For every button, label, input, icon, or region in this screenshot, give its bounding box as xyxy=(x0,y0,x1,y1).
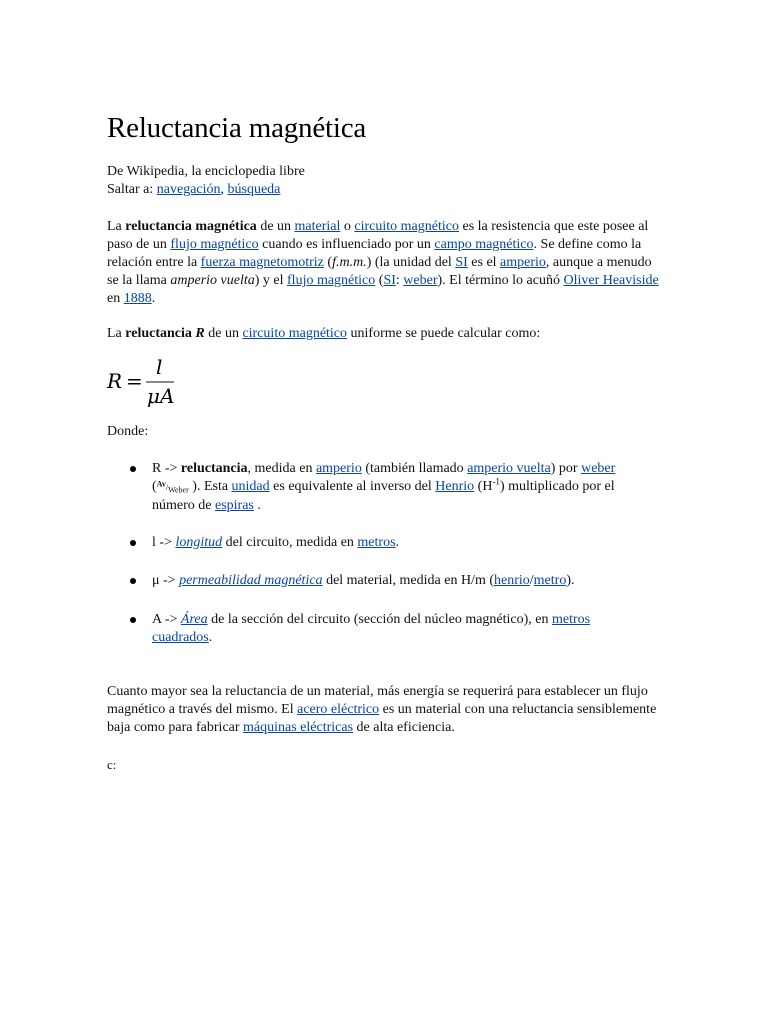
item-text: de la sección del circuito (sección del núcleo magnético), en xyxy=(207,612,553,627)
item-text: ). xyxy=(566,573,575,588)
link-campo-magnetico[interactable]: campo magnético xyxy=(434,237,534,252)
item-text: , medida en xyxy=(247,461,316,476)
formula-numerator: l xyxy=(156,355,163,379)
subtitle-text: De Wikipedia, la enciclopedia libre xyxy=(107,164,305,179)
link-busqueda[interactable]: búsqueda xyxy=(227,182,281,197)
link-navegacion[interactable]: navegación xyxy=(156,182,221,197)
item-text: (también llamado xyxy=(361,461,468,476)
bullet-dot xyxy=(130,466,136,472)
link-amperio[interactable]: amperio xyxy=(500,255,546,270)
link-amperio-2[interactable]: amperio xyxy=(315,461,362,476)
link-henrio[interactable]: Henrio xyxy=(435,479,475,494)
intro-text: ( xyxy=(323,255,333,270)
item-text: l -> xyxy=(152,535,176,550)
calc-text: uniforme se puede calcular como: xyxy=(347,326,541,341)
intro-text: ( xyxy=(375,273,384,288)
link-circuito-magnetico[interactable]: circuito magnético xyxy=(354,219,459,234)
link-maquinas-electricas[interactable]: máquinas eléctricas xyxy=(243,720,354,735)
intro-paragraph xyxy=(107,218,659,308)
link-henrio-2[interactable]: henrio xyxy=(494,573,530,588)
intro-bold-term: reluctancia magnética xyxy=(125,219,257,234)
link-unidad[interactable]: unidad xyxy=(231,479,270,494)
calc-bold-italic-r: R xyxy=(195,326,205,341)
superscript-minus-one: -1 xyxy=(492,476,500,487)
jump-prefix: Saltar a: xyxy=(107,182,157,197)
item-text: (H xyxy=(474,479,493,494)
fraction-denominator: Weber xyxy=(168,485,189,495)
calc-text: de un xyxy=(204,326,243,341)
link-metros[interactable]: metros xyxy=(357,535,396,550)
intro-text: ) (la unidad del xyxy=(366,255,456,270)
intro-italic-amperio-vuelta: amperio vuelta xyxy=(170,273,255,288)
intro-text: . Se define como la relación entre la xyxy=(107,237,642,270)
item-text: del material, medida en H/m ( xyxy=(322,573,495,588)
intro-text: es el xyxy=(467,255,501,270)
item-text: A -> xyxy=(152,612,181,627)
intro-text: de un xyxy=(256,219,295,234)
item-text: / xyxy=(529,573,534,588)
bullet-dot xyxy=(130,578,136,584)
closing-text: Cuanto mayor sea la reluctancia de un material, más energía se requerirá para establecer un flujo magnético a través del mismo. El xyxy=(107,684,648,717)
article-subtitle xyxy=(107,163,667,199)
list-item-reluctancia xyxy=(152,460,652,515)
link-weber[interactable]: weber xyxy=(403,273,438,288)
closing-text: de alta eficiencia. xyxy=(353,720,455,735)
closing-paragraph xyxy=(107,683,659,737)
link-flujo-magnetico-2[interactable]: flujo magnético xyxy=(287,273,376,288)
list-item-longitud xyxy=(152,534,652,552)
item-text: es equivalente al inverso del xyxy=(269,479,436,494)
fraction-av-weber xyxy=(156,479,189,495)
bullet-dot xyxy=(130,617,136,623)
link-flujo-magnetico[interactable]: flujo magnético xyxy=(170,237,259,252)
item-text: . xyxy=(253,498,261,513)
link-area[interactable]: Área xyxy=(180,612,208,627)
list-item-permeabilidad xyxy=(152,572,652,590)
link-metros-cuadrados[interactable]: metros cuadrados xyxy=(152,612,591,645)
link-amperio-vuelta[interactable]: amperio vuelta xyxy=(467,461,551,476)
item-text: ) por xyxy=(550,461,582,476)
item-text: . xyxy=(395,535,400,550)
calc-paragraph xyxy=(107,325,667,343)
list-item-area xyxy=(152,611,637,647)
formula-lhs: R xyxy=(107,369,123,393)
intro-text: : xyxy=(395,273,404,288)
link-metro[interactable]: metro xyxy=(533,573,567,588)
item-text: ). Esta xyxy=(188,479,232,494)
footer-text: c: xyxy=(107,757,117,772)
item-text: ) multiplicado por el número de xyxy=(152,479,615,513)
item-text: R -> xyxy=(152,461,181,476)
bullet-dot xyxy=(130,540,136,546)
link-circuito-magnetico-2[interactable]: circuito magnético xyxy=(242,326,348,341)
calc-bold-term: reluctancia xyxy=(125,326,196,341)
donde-label: Donde: xyxy=(107,424,149,439)
link-oliver-heaviside[interactable]: Oliver Heaviside xyxy=(563,273,659,288)
link-acero-electrico[interactable]: acero eléctrico xyxy=(297,702,380,717)
link-espiras[interactable]: espiras xyxy=(214,498,254,513)
intro-text: . xyxy=(151,291,156,306)
intro-text: es la resistencia que este posee al paso de un xyxy=(107,219,649,252)
reluctance-formula xyxy=(106,352,196,410)
item-bold-term: reluctancia xyxy=(180,461,248,476)
jump-links xyxy=(107,181,667,199)
calc-text: La xyxy=(107,326,126,341)
item-text: . xyxy=(208,630,213,645)
jump-separator: , xyxy=(220,182,228,197)
link-longitud[interactable]: longitud xyxy=(175,535,223,550)
item-text: del circuito, medida en xyxy=(222,535,358,550)
page-title: Reluctancia magnética xyxy=(107,112,367,144)
intro-text: ) y el xyxy=(254,273,288,288)
intro-text: ). El término lo acuñó xyxy=(437,273,564,288)
link-fuerza-magnetomotriz[interactable]: fuerza magnetomotriz xyxy=(200,255,324,270)
fraction-slash: / xyxy=(165,483,169,492)
intro-text: La xyxy=(107,219,126,234)
link-1888[interactable]: 1888 xyxy=(123,291,152,306)
item-text: μ -> xyxy=(152,573,180,588)
link-permeabilidad-magnetica[interactable]: permeabilidad magnética xyxy=(179,573,323,588)
link-si[interactable]: SI xyxy=(455,255,468,270)
formula-denominator: μA xyxy=(147,384,175,408)
intro-text: cuando es influenciado por un xyxy=(258,237,435,252)
link-weber-2[interactable]: weber xyxy=(581,461,616,476)
closing-text: es un material con una reluctancia sensiblemente baja como para fabricar xyxy=(107,702,657,735)
item-text: ( xyxy=(152,479,157,494)
link-si-2[interactable]: SI xyxy=(383,273,396,288)
formula-equals: = xyxy=(126,369,143,393)
fraction-numerator: Av xyxy=(156,479,166,489)
intro-italic-fmm: f.m.m. xyxy=(332,255,367,270)
intro-text: en xyxy=(107,291,124,306)
link-material[interactable]: material xyxy=(294,219,341,234)
intro-text: o xyxy=(340,219,355,234)
intro-text: , aunque a menudo se la llama xyxy=(107,255,652,288)
